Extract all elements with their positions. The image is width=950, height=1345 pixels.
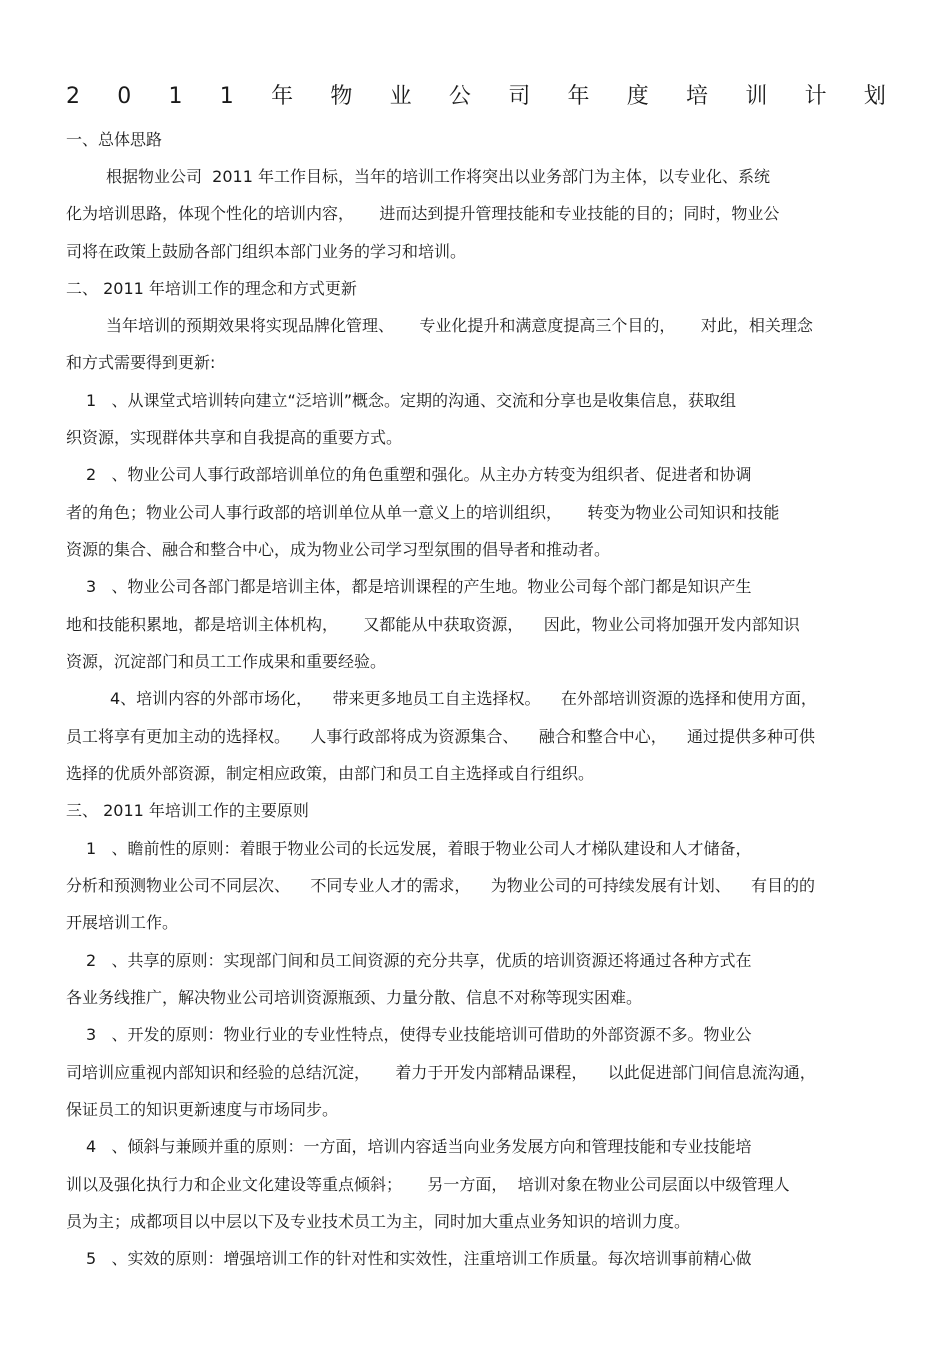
title-char: 2 (66, 84, 80, 109)
section-heading-2: 二、 2011 年培训工作的理念和方式更新 (66, 279, 357, 298)
list-item-line: 2 、共享的原则：实现部门间和员工间资源的充分共享，优质的培训资源还将通过各种方式在 (86, 951, 752, 970)
list-item-line: 者的角色；物业公司人事行政部的培训单位从单一意义上的培训组织， 转变为物业公司知识和技能 (66, 503, 780, 522)
title-char: 公 (448, 84, 471, 109)
list-item-line: 4 、倾斜与兼顾并重的原则：一方面，培训内容适当向业务发展方向和管理技能和专业技能培 (86, 1137, 752, 1156)
list-item-line: 各业务线推广，解决物业公司培训资源瓶颈、力量分散、信息不对称等现实困难。 (66, 988, 643, 1007)
list-item-line: 织资源，实现群体共享和自我提高的重要方式。 (66, 428, 403, 447)
list-item-line: 员为主；成都项目以中层以下及专业技术员工为主，同时加大重点业务知识的培训力度。 (66, 1212, 691, 1231)
title-char: 司 (508, 84, 531, 109)
title-char: 年 (271, 84, 294, 109)
list-item-line: 1 、瞻前性的原则：着眼于物业公司的长远发展，着眼于物业公司人才梯队建设和人才储备， (86, 839, 752, 858)
title-char: 物 (330, 84, 353, 109)
section-heading-3: 三、 2011 年培训工作的主要原则 (66, 801, 309, 820)
title-char: 培 (686, 84, 709, 109)
list-item-line: 3 、物业公司各部门都是培训主体，都是培训课程的产生地。物业公司每个部门都是知识产生 (86, 577, 752, 596)
paragraph-line: 和方式需要得到更新: (66, 353, 216, 372)
list-item-line: 保证员工的知识更新速度与市场同步。 (66, 1100, 339, 1119)
list-item-line: 3 、开发的原则：物业行业的专业性特点，使得专业技能培训可借助的外部资源不多。物业公 (86, 1025, 752, 1044)
list-item-line: 2 、物业公司人事行政部培训单位的角色重塑和强化。从主办方转变为组织者、促进者和协调 (86, 465, 752, 484)
title-char: 划 (863, 84, 886, 109)
title-char: 训 (745, 84, 768, 109)
paragraph-line: 当年培训的预期效果将实现品牌化管理、 专业化提升和满意度提高三个目的， 对此，相关理念 (106, 316, 813, 335)
title-char: 计 (804, 84, 827, 109)
paragraph-line: 化为培训思路，体现个性化的培训内容， 进而达到提升管理技能和专业技能的目的；同时，物业公 (66, 204, 780, 223)
list-item-line: 资源，沉淀部门和员工工作成果和重要经验。 (66, 652, 387, 671)
list-item-line: 分析和预测物业公司不同层次、 不同专业人才的需求， 为物业公司的可持续发展有计划、 有目的的 (66, 876, 816, 895)
list-item-line: 员工将享有更加主动的选择权。 人事行政部将成为资源集合、 融合和整合中心， 通过提供多种可供 (66, 727, 816, 746)
title-char: 度 (626, 84, 649, 109)
section-heading-1: 一、总体思路 (66, 130, 163, 149)
title-char: 0 (117, 84, 132, 109)
document-title (66, 80, 886, 114)
list-item-line: 5 、实效的原则：增强培训工作的针对性和实效性，注重培训工作质量。每次培训事前精心做 (86, 1249, 752, 1268)
title-char: 年 (567, 84, 590, 109)
title-char: 业 (389, 84, 412, 109)
title-char: 1 (219, 84, 234, 109)
list-item-line: 地和技能积累地，都是培训主体机构， 又都能从中获取资源， 因此，物业公司将加强开发内部知识 (66, 615, 800, 634)
paragraph-line: 司将在政策上鼓励各部门组织本部门业务的学习和培训。 (66, 242, 467, 261)
list-item-line: 训以及强化执行力和企业文化建设等重点倾斜； 另一方面， 培训对象在物业公司层面以中级管理人 (66, 1175, 790, 1194)
list-item-line: 司培训应重视内部知识和经验的总结沉淀， 着力于开发内部精品课程， 以此促进部门间信息流沟通， (66, 1063, 816, 1082)
list-item-line: 资源的集合、融合和整合中心，成为物业公司学习型氛围的倡导者和推动者。 (66, 540, 611, 559)
list-item-line: 4、培训内容的外部市场化， 带来更多地员工自主选择权。 在外部培训资源的选择和使用方面， (110, 689, 817, 708)
paragraph-line: 根据物业公司 2011 年工作目标，当年的培训工作将突出以业务部门为主体，以专业化、系统 (106, 167, 770, 186)
title-char: 1 (168, 84, 183, 109)
list-item-line: 开展培训工作。 (66, 913, 179, 932)
list-item-line: 选择的优质外部资源，制定相应政策，由部门和员工自主选择或自行组织。 (66, 764, 595, 783)
list-item-line: 1 、从课堂式培训转向建立“泛培训”概念。定期的沟通、交流和分享也是收集信息，获取组 (86, 391, 737, 410)
